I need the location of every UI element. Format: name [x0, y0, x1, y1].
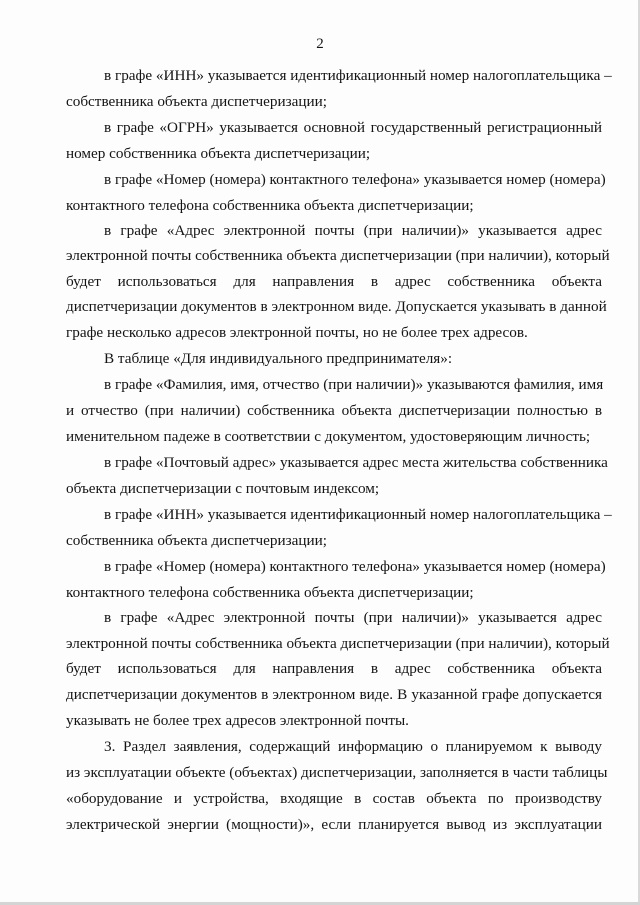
text-line: в графе «Адрес электронной почты (при наличии)» указывается адрес [104, 609, 602, 626]
text-line: В таблице «Для индивидуального предпринимателя»: [104, 350, 453, 367]
text-line: контактного телефона собственника объекта диспетчеризации; [66, 197, 474, 214]
text-line: будет использоваться для направления в адрес собственника объекта [66, 660, 602, 677]
text-line: в графе «Номер (номера) контактного телефона» указывается номер (номера) [104, 171, 606, 188]
text-line: в графе «Номер (номера) контактного телефона» указывается номер (номера) [104, 558, 606, 575]
text-line: электрической энергии (мощности)», если планируется вывод из эксплуатации [66, 816, 602, 833]
text-line: указывать не более трех адресов электронной почты. [66, 712, 409, 729]
text-line: в графе «ИНН» указывается идентификационный номер налогоплательщика – [104, 67, 612, 84]
text-line: номер собственника объекта диспетчеризации; [66, 145, 371, 162]
text-line: «оборудование и устройства, входящие в состав объекта по производству [66, 790, 602, 807]
text-line: диспетчеризации документов в электронном виде. Допускается указывать в данной [66, 298, 607, 315]
text-line: из эксплуатации объекте (объектах) диспетчеризации, заполняется в части таблицы [66, 764, 608, 781]
text-line: в графе «ИНН» указывается идентификационный номер налогоплательщика – [104, 506, 612, 523]
text-line: будет использоваться для направления в адрес собственника объекта [66, 273, 602, 290]
text-line: собственника объекта диспетчеризации; [66, 532, 327, 549]
text-line: в графе «ОГРН» указывается основной государственный регистрационный [104, 119, 602, 136]
text-line: электронной почты собственника объекта диспетчеризации (при наличии), который [66, 635, 610, 652]
text-line: электронной почты собственника объекта диспетчеризации (при наличии), который [66, 247, 610, 264]
text-line: именительном падеже в соответствии с документом, удостоверяющим личность; [66, 428, 591, 445]
text-line: в графе «Адрес электронной почты (при наличии)» указывается адрес [104, 222, 602, 239]
text-line: контактного телефона собственника объекта диспетчеризации; [66, 584, 474, 601]
text-line: в графе «Фамилия, имя, отчество (при наличии)» указываются фамилия, имя [104, 376, 604, 393]
page-number: 2 [316, 36, 324, 52]
text-line: графе несколько адресов электронной почты, но не более трех адресов. [66, 324, 528, 341]
text-line: в графе «Почтовый адрес» указывается адрес места жительства собственника [104, 454, 608, 471]
text-line: 3. Раздел заявления, содержащий информацию о планируемом к выводу [104, 738, 602, 755]
text-line: диспетчеризации документов в электронном виде. В указанной графе допускается [66, 686, 602, 703]
text-line: собственника объекта диспетчеризации; [66, 93, 327, 110]
text-line: объекта диспетчеризации с почтовым индексом; [66, 480, 380, 497]
text-line: и отчество (при наличии) собственника объекта диспетчеризации полностью в [66, 402, 602, 419]
